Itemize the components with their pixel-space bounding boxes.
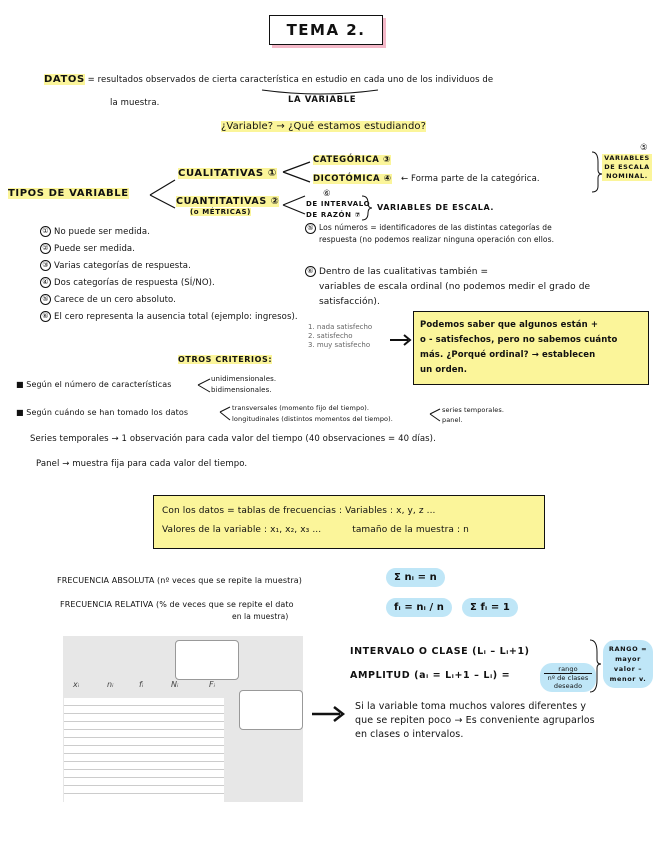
image-table-body xyxy=(64,698,224,802)
property-item xyxy=(40,292,298,309)
rango-box-l3: valor – xyxy=(613,665,643,673)
list-item: 3. muy satisfecho xyxy=(308,341,371,349)
page-title xyxy=(269,15,383,45)
otros-heading: OTROS CRITERIOS: xyxy=(178,355,273,364)
frecuencia-relativa-l2: en la muestra) xyxy=(232,612,289,621)
rango-box-l2: mayor xyxy=(615,655,641,663)
rango-box xyxy=(603,640,653,688)
cualitativas-label: CUALITATIVAS ① xyxy=(178,168,277,179)
properties-list xyxy=(40,224,298,326)
satisfaction-list xyxy=(308,323,372,350)
ordinal-line1 xyxy=(305,265,590,280)
ordinal-note xyxy=(305,265,590,310)
property-text: El cero representa la ausencia total (ejemplo: ingresos). xyxy=(54,312,298,322)
formula-fi: fᵢ = nᵢ / n xyxy=(386,598,452,617)
criterio-2-d: panel. xyxy=(442,416,463,424)
criterio-2-b: longitudinales (distintos momentos del tiempo). xyxy=(232,415,393,423)
cuantitativas-label: CUANTITATIVAS ② xyxy=(176,196,280,207)
escala-label: VARIABLES DE ESCALA. xyxy=(377,203,495,212)
datos-section xyxy=(44,74,493,85)
forma-parte-note: ← Forma parte de la categórica. xyxy=(401,174,540,184)
escala-nominal-text: VARIABLES DE ESCALA NOMINAL. xyxy=(604,154,650,180)
ordinal-box-line4: un orden. xyxy=(420,365,468,375)
tipos-label: TIPOS DE VARIABLE xyxy=(8,188,129,199)
list-item: 1. nada satisfecho xyxy=(308,323,373,331)
datos-box-line2 xyxy=(162,521,536,540)
datos-line2: la muestra. xyxy=(110,98,160,108)
frecuencia-relativa-l1: FRECUENCIA RELATIVA (% de veces que se repite el dato xyxy=(60,600,294,609)
numeros-note xyxy=(305,222,554,246)
formula-ni: Σ nᵢ = n xyxy=(386,568,445,587)
rango-fraction xyxy=(540,663,596,692)
criterio-2-label: ■ Según cuándo se han tomado los datos xyxy=(16,408,189,417)
marker-5-top: ⑤ xyxy=(640,143,648,153)
datos-box-valores: Valores de la variable : x₁, x₂, x₃ ... xyxy=(162,525,322,535)
ordinal-marker: ⑥ xyxy=(305,266,316,277)
amplitud-line: AMPLITUD (aᵢ = Lᵢ+1 – Lᵢ) = xyxy=(350,670,511,681)
criterio-2-c: series temporales. xyxy=(442,406,505,414)
ordinal-text1: Dentro de las cualitativas también = xyxy=(319,267,489,277)
image-header-Ni: Nᵢ xyxy=(171,680,179,689)
variable-question: ¿Variable? → ¿Qué estamos estudiando? xyxy=(221,121,427,132)
ordinal-box xyxy=(413,311,649,385)
property-text: Puede ser medida. xyxy=(54,244,136,254)
rango-box-l4: menor v. xyxy=(609,675,647,683)
rango-fraction-top: rango xyxy=(544,665,592,674)
property-text: No puede ser medida. xyxy=(54,227,151,237)
formula-sum-fi: Σ fᵢ = 1 xyxy=(462,598,518,617)
rango-fraction-bottom: nº de clases deseado xyxy=(547,674,589,690)
datos-box-line1: Con los datos = tablas de frecuencias : Variables : x, y, z ... xyxy=(162,506,436,516)
image-header-fi: fᵢ xyxy=(139,680,144,689)
property-text: Varias categorías de respuesta. xyxy=(54,261,191,271)
property-item xyxy=(40,258,298,275)
property-marker: ⑥ xyxy=(40,311,51,322)
property-item xyxy=(40,224,298,241)
intervalo-line: INTERVALO O CLASE (Lᵢ – Lᵢ+1) xyxy=(350,646,530,657)
image-tooltip-right xyxy=(239,690,303,730)
criterio-1-a: unidimensionales. xyxy=(211,375,277,383)
numeros-line1 xyxy=(305,222,554,234)
frequency-table-image xyxy=(63,636,303,802)
marker-6-mid: ⑥ xyxy=(323,189,331,199)
numeros-line2: respuesta (no podemos realizar ninguna operación con ellos. xyxy=(319,235,555,244)
property-item xyxy=(40,309,298,326)
criterio-1-b: bidimensionales. xyxy=(211,386,272,394)
ordinal-box-line3: más. ¿Porqué ordinal? → establecen xyxy=(420,350,596,360)
property-marker: ① xyxy=(40,226,51,237)
panel-note: Panel → muestra fija para cada valor del tiempo. xyxy=(36,459,248,469)
numeros-marker: ⑤ xyxy=(305,223,316,234)
agrupar-note xyxy=(355,700,595,742)
property-marker: ③ xyxy=(40,260,51,271)
datos-line1: = resultados observados de cierta característica en estudio en cada uno de los individuos de xyxy=(87,75,494,85)
property-item xyxy=(40,275,298,292)
property-marker: ② xyxy=(40,243,51,254)
escala-nominal-label xyxy=(602,154,652,181)
property-marker: ④ xyxy=(40,277,51,288)
page-title-text: TEMA 2. xyxy=(286,21,366,39)
de-intervalo-label: DE INTERVALO xyxy=(306,200,371,208)
image-header-xi: xᵢ xyxy=(73,680,80,689)
image-header-ni: nᵢ xyxy=(107,680,114,689)
property-item xyxy=(40,241,298,258)
dicotomica-label: DICOTÓMICA ④ xyxy=(313,174,392,184)
image-header-Fi: Fᵢ xyxy=(209,680,216,689)
list-item: 2. satisfecho xyxy=(308,332,353,340)
ordinal-box-line1: Podemos saber que algunos están + xyxy=(420,320,599,330)
image-tooltip-top xyxy=(175,640,239,680)
categorica-label: CATEGÓRICA ③ xyxy=(313,155,391,165)
metricas-label: (o MÉTRICAS) xyxy=(190,208,251,216)
property-marker: ⑤ xyxy=(40,294,51,305)
agrupar-line3: en clases o intervalos. xyxy=(355,729,464,740)
datos-box xyxy=(153,495,545,549)
ordinal-box-line2: o - satisfechos, pero no sabemos cuánto xyxy=(420,335,618,345)
ordinal-line3: satisfacción). xyxy=(319,297,380,307)
agrupar-line2: que se repiten poco → Es conveniente agruparlos xyxy=(355,715,595,726)
criterio-2-a: transversales (momento fijo del tiempo). xyxy=(232,404,370,412)
datos-box-tamano: tamaño de la muestra : n xyxy=(352,525,469,535)
criterio-1-label: ■ Según el número de características xyxy=(16,380,172,389)
numeros-text1: Los números = identificadores de las distintas categorías de xyxy=(319,223,552,232)
property-text: Carece de un cero absoluto. xyxy=(54,295,176,305)
de-razon-label: DE RAZÓN ⑦ xyxy=(306,211,362,219)
ordinal-line2: variables de escala ordinal (no podemos medir el grado de xyxy=(319,282,591,292)
series-temporales-note: Series temporales → 1 observación para cada valor del tiempo (40 observaciones = 40 días). xyxy=(30,434,436,444)
la-variable: LA VARIABLE xyxy=(288,95,357,105)
rango-box-l1: RANGO = xyxy=(608,645,648,653)
agrupar-line1: Si la variable toma muchos valores diferentes y xyxy=(355,701,587,712)
property-text: Dos categorías de respuesta (SÍ/NO). xyxy=(54,278,215,288)
datos-label: DATOS xyxy=(44,74,85,85)
frecuencia-absoluta: FRECUENCIA ABSOLUTA (nº veces que se repite la muestra) xyxy=(57,576,302,585)
